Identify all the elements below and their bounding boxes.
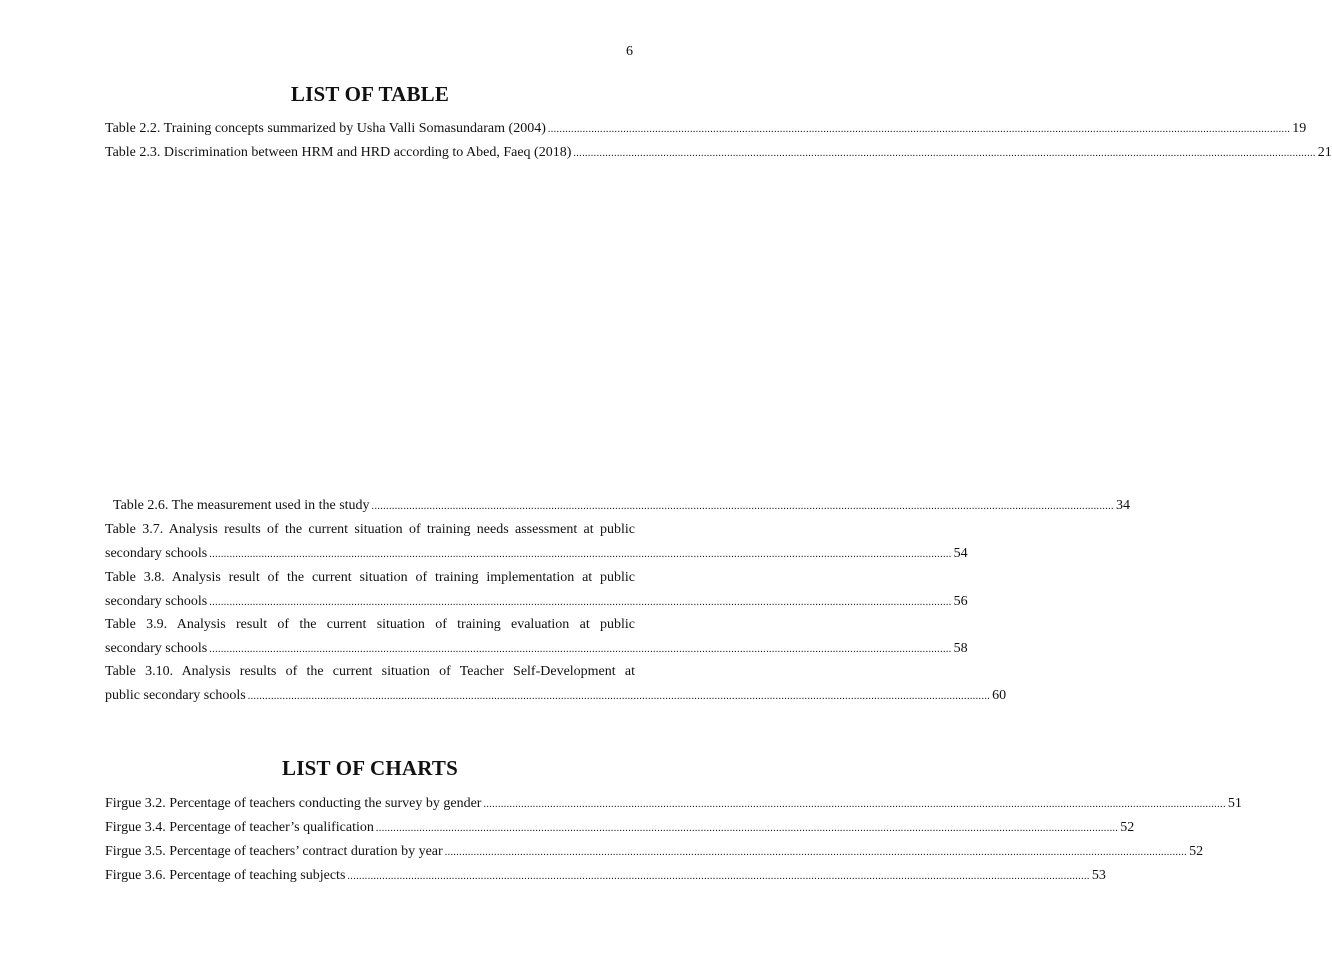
entry-title: Firgue 3.2. Percentage of teachers conducting the survey by gender: [105, 796, 482, 811]
entry-page: 52: [1189, 844, 1204, 859]
entry-title-line1: Table 3.7. Analysis results of the current situation of training needs assessment at public: [105, 522, 635, 537]
entry-title: secondary schools: [105, 546, 208, 561]
dot-leader: [209, 593, 951, 612]
entry-title: Firgue 3.4. Percentage of teacher’s qualification: [105, 820, 374, 835]
dot-leader: [573, 144, 1315, 163]
dot-leader: [209, 640, 951, 659]
table-entry[interactable]: [113, 497, 1130, 515]
entry-title-line1: Table 3.10. Analysis results of the current situation of Teacher Self-Development at: [105, 664, 635, 679]
entry-title-line1: Table 3.9. Analysis result of the current situation of training evaluation at public: [105, 617, 635, 632]
entry-title: Table 2.2. Training concepts summarized by Usha Valli Somasundaram (2004): [105, 121, 546, 136]
entry-page: 56: [953, 594, 968, 609]
entry-page: 51: [1227, 796, 1242, 811]
entry-title: secondary schools: [105, 594, 208, 609]
list-of-charts-heading: LIST OF CHARTS: [282, 756, 458, 780]
entry-title: Table 2.3. Discrimination between HRM and HRD according to Abed, Faeq (2018): [105, 145, 572, 160]
dot-leader: [445, 843, 1187, 862]
chart-entry[interactable]: [105, 795, 1242, 813]
entry-title: Firgue 3.5. Percentage of teachers’ contract duration by year: [105, 844, 443, 859]
dot-leader: [548, 120, 1290, 139]
entry-page: 21: [1317, 145, 1332, 160]
dot-leader: [248, 687, 990, 706]
entry-page: 60: [992, 688, 1007, 703]
entry-title-line1: Table 3.8. Analysis result of the current situation of training implementation at public: [105, 570, 635, 585]
table-entry[interactable]: [105, 120, 1307, 138]
page-number: 6: [626, 44, 633, 59]
dot-leader: [376, 819, 1118, 838]
dot-leader: [209, 545, 951, 564]
dot-leader: [372, 497, 1114, 516]
list-of-table-heading: LIST OF TABLE: [290, 82, 450, 106]
entry-title: secondary schools: [105, 641, 208, 656]
chart-entry[interactable]: [105, 843, 1204, 861]
dot-leader: [483, 795, 1225, 814]
chart-entry[interactable]: [105, 867, 1106, 885]
entry-title: public secondary schools: [105, 688, 246, 703]
dot-leader: [347, 867, 1089, 886]
entry-page: 34: [1115, 498, 1130, 513]
table-entry[interactable]: [105, 144, 1332, 162]
entry-title: Firgue 3.6. Percentage of teaching subjects: [105, 868, 346, 883]
entry-page: 19: [1292, 121, 1307, 136]
entry-page: 54: [953, 546, 968, 561]
chart-entry[interactable]: [105, 819, 1135, 837]
entry-page: 53: [1091, 868, 1106, 883]
entry-title: Table 2.6. The measurement used in the study: [113, 498, 370, 513]
entry-page: 58: [953, 641, 968, 656]
entry-page: 52: [1120, 820, 1135, 835]
